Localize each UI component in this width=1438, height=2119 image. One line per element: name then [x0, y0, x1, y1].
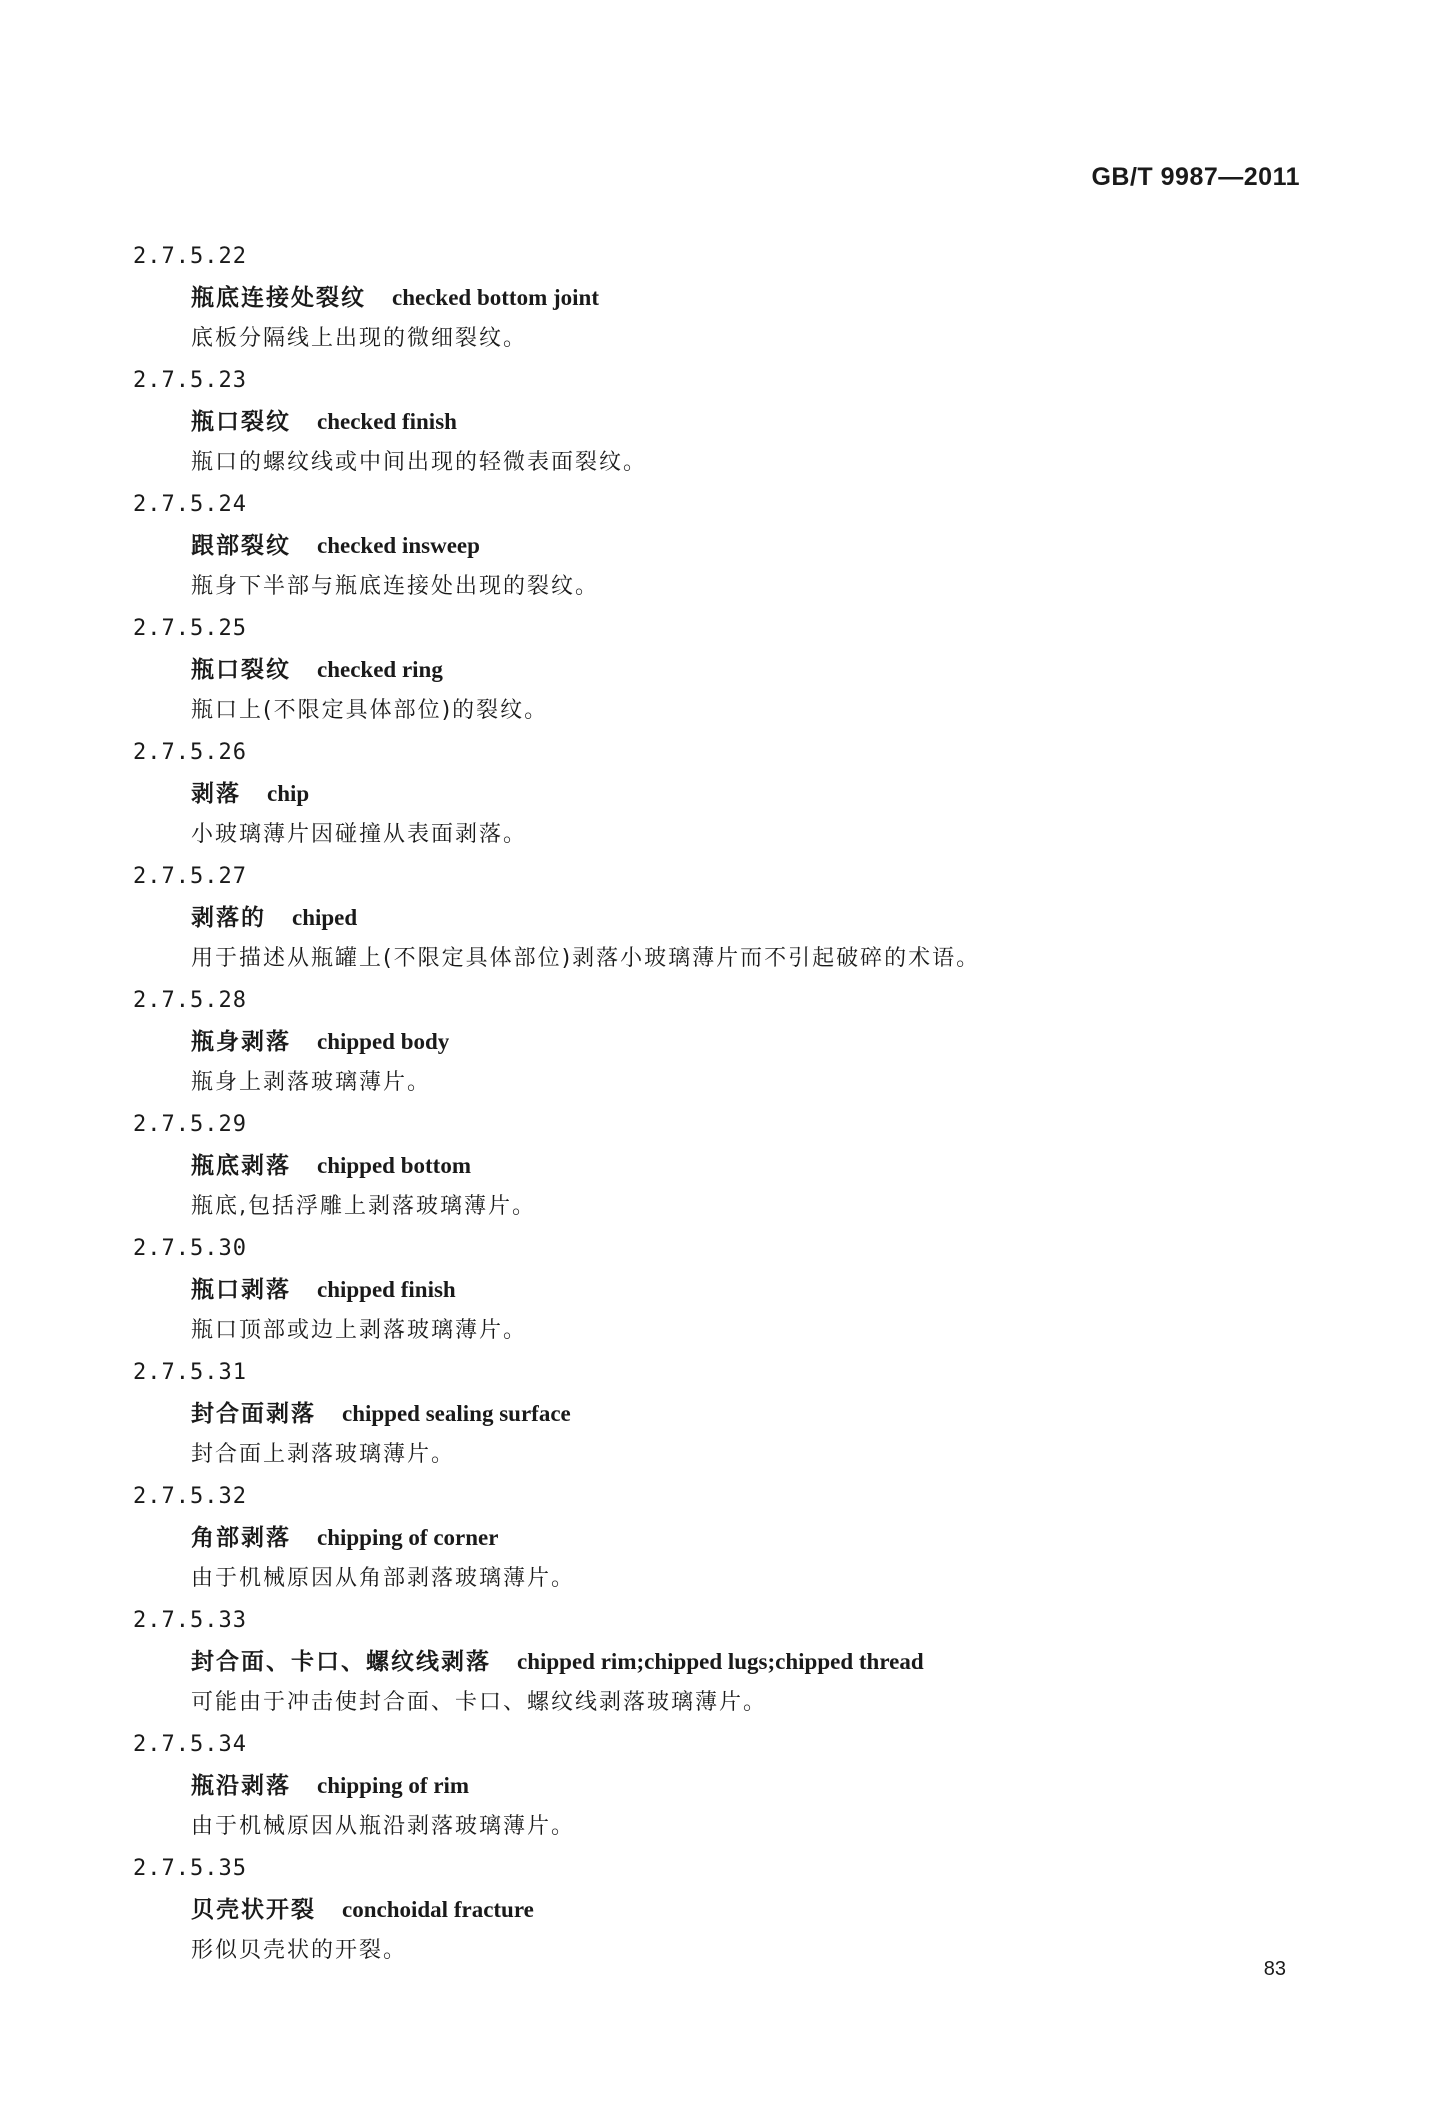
- entry-number: 2.7.5.33: [133, 1608, 247, 1633]
- term-english: checked finish: [317, 409, 457, 434]
- term-chinese: 瓶口裂纹: [191, 409, 291, 435]
- entry-number: 2.7.5.34: [133, 1732, 247, 1757]
- entry-definition: 底板分隔线上出现的微细裂纹。: [191, 326, 528, 351]
- term-chinese: 瓶口裂纹: [191, 657, 291, 683]
- term-english: checked bottom joint: [392, 285, 599, 310]
- entry-definition: 可能由于冲击使封合面、卡口、螺纹线剥落玻璃薄片。: [191, 1690, 768, 1715]
- term-list: [0, 236, 1438, 1972]
- term-entry: [0, 1352, 1438, 1476]
- term-chinese: 剥落: [191, 781, 241, 807]
- entry-definition: 瓶口顶部或边上剥落玻璃薄片。: [191, 1318, 528, 1343]
- entry-term: [191, 1393, 571, 1434]
- entry-definition: 由于机械原因从瓶沿剥落玻璃薄片。: [191, 1814, 576, 1839]
- entry-number: 2.7.5.23: [133, 368, 247, 393]
- term-entry: [0, 1600, 1438, 1724]
- entry-definition: 形似贝壳状的开裂。: [191, 1938, 408, 1963]
- entry-definition: 封合面上剥落玻璃薄片。: [191, 1442, 456, 1467]
- entry-definition: 瓶身下半部与瓶底连接处出现的裂纹。: [191, 574, 600, 599]
- entry-definition: 瓶身上剥落玻璃薄片。: [191, 1070, 432, 1095]
- term-entry: [0, 236, 1438, 360]
- term-entry: [0, 1228, 1438, 1352]
- entry-number: 2.7.5.32: [133, 1484, 247, 1509]
- entry-number: 2.7.5.26: [133, 740, 247, 765]
- term-entry: [0, 732, 1438, 856]
- entry-term: [191, 773, 309, 814]
- term-chinese: 瓶沿剥落: [191, 1773, 291, 1799]
- entry-term: [191, 1517, 498, 1558]
- entry-definition: 用于描述从瓶罐上(不限定具体部位)剥落小玻璃薄片而不引起破碎的术语。: [191, 946, 981, 971]
- entry-term: [191, 649, 443, 690]
- term-entry: [0, 1724, 1438, 1848]
- term-chinese: 跟部裂纹: [191, 533, 291, 559]
- entry-term: [191, 1021, 449, 1062]
- entry-definition: 瓶口的螺纹线或中间出现的轻微表面裂纹。: [191, 450, 648, 475]
- term-english: checked insweep: [317, 533, 480, 558]
- term-entry: [0, 484, 1438, 608]
- term-english: chiped: [292, 905, 358, 930]
- term-english: chipping of corner: [317, 1525, 499, 1550]
- term-english: chipping of rim: [317, 1773, 470, 1798]
- page-number: 83: [1263, 1958, 1286, 1980]
- standard-code: GB/T 9987—2011: [1091, 163, 1300, 191]
- entry-term: [191, 277, 599, 318]
- term-english: chipped body: [317, 1029, 450, 1054]
- term-entry: [0, 360, 1438, 484]
- term-chinese: 封合面剥落: [191, 1401, 316, 1427]
- term-english: conchoidal fracture: [342, 1897, 534, 1922]
- term-english: chipped sealing surface: [342, 1401, 571, 1426]
- entry-term: [191, 1145, 471, 1186]
- term-entry: [0, 1104, 1438, 1228]
- term-chinese: 瓶身剥落: [191, 1029, 291, 1055]
- term-entry: [0, 1848, 1438, 1972]
- entry-definition: 瓶底,包括浮雕上剥落玻璃薄片。: [191, 1194, 536, 1219]
- entry-number: 2.7.5.25: [133, 616, 247, 641]
- entry-term: [191, 897, 357, 938]
- term-entry: [0, 856, 1438, 980]
- term-english: chip: [267, 781, 310, 806]
- term-chinese: 瓶口剥落: [191, 1277, 291, 1303]
- entry-term: [191, 1889, 534, 1930]
- entry-number: 2.7.5.35: [133, 1856, 247, 1881]
- term-english: checked ring: [317, 657, 443, 682]
- entry-number: 2.7.5.27: [133, 864, 247, 889]
- term-entry: [0, 608, 1438, 732]
- term-chinese: 瓶底连接处裂纹: [191, 285, 366, 311]
- term-chinese: 剥落的: [191, 905, 266, 931]
- entry-definition: 瓶口上(不限定具体部位)的裂纹。: [191, 698, 549, 723]
- term-chinese: 贝壳状开裂: [191, 1897, 316, 1923]
- entry-term: [191, 1269, 456, 1310]
- entry-number: 2.7.5.30: [133, 1236, 247, 1261]
- entry-term: [191, 525, 480, 566]
- term-entry: [0, 980, 1438, 1104]
- entry-term: [191, 1641, 924, 1682]
- entry-definition: 小玻璃薄片因碰撞从表面剥落。: [191, 822, 528, 847]
- entry-number: 2.7.5.31: [133, 1360, 247, 1385]
- entry-number: 2.7.5.22: [133, 244, 247, 269]
- term-chinese: 瓶底剥落: [191, 1153, 291, 1179]
- term-english: chipped rim;chipped lugs;chipped thread: [517, 1649, 924, 1674]
- term-english: chipped bottom: [317, 1153, 471, 1178]
- term-chinese: 角部剥落: [191, 1525, 291, 1551]
- entry-number: 2.7.5.28: [133, 988, 247, 1013]
- term-entry: [0, 1476, 1438, 1600]
- entry-number: 2.7.5.29: [133, 1112, 247, 1137]
- entry-term: [191, 401, 457, 442]
- term-chinese: 封合面、卡口、螺纹线剥落: [191, 1649, 491, 1675]
- term-english: chipped finish: [317, 1277, 456, 1302]
- entry-number: 2.7.5.24: [133, 492, 247, 517]
- entry-definition: 由于机械原因从角部剥落玻璃薄片。: [191, 1566, 576, 1591]
- entry-term: [191, 1765, 469, 1806]
